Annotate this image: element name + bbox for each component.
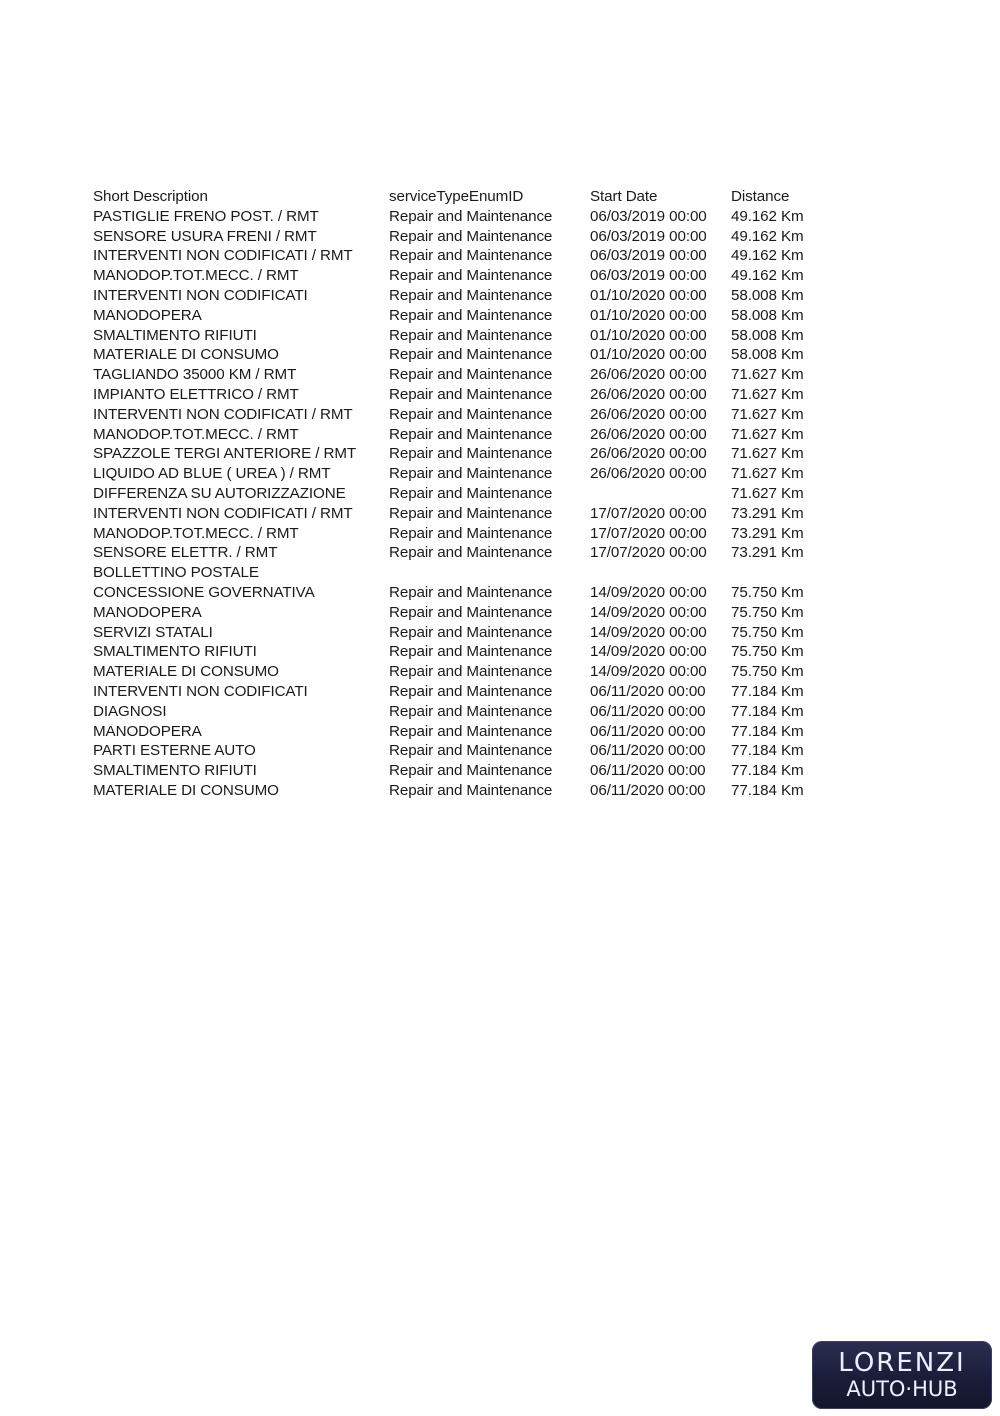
cell-service-type: Repair and Maintenance: [389, 465, 553, 483]
logo-text-auto-hub: AUTO·HUB: [846, 1377, 958, 1401]
cell-short-description: BOLLETTINO POSTALE: [93, 564, 259, 582]
cell-distance: 58.008 Km: [731, 346, 804, 364]
cell-start-date: 26/06/2020 00:00: [590, 425, 707, 443]
cell-service-type: Repair and Maintenance: [389, 227, 553, 245]
table-row: [93, 524, 821, 544]
cell-start-date: 06/11/2020 00:00: [590, 762, 706, 780]
cell-short-description: MATERIALE DI CONSUMO: [93, 781, 279, 799]
cell-start-date: 17/07/2020 00:00: [590, 524, 707, 542]
cell-service-type: Repair and Maintenance: [389, 742, 553, 760]
cell-distance: 71.627 Km: [731, 385, 804, 403]
cell-start-date: 06/11/2020 00:00: [590, 702, 706, 720]
cell-start-date: 26/06/2020 00:00: [590, 405, 707, 423]
cell-short-description: SENSORE USURA FRENI / RMT: [93, 227, 317, 245]
cell-short-description: SMALTIMENTO RIFIUTI: [93, 643, 257, 661]
cell-distance: 71.627 Km: [731, 484, 804, 502]
cell-distance: 75.750 Km: [731, 623, 804, 641]
cell-short-description: MANODOP.TOT.MECC. / RMT: [93, 267, 299, 285]
cell-start-date: 14/09/2020 00:00: [590, 623, 707, 641]
cell-start-date: 06/11/2020 00:00: [590, 682, 706, 700]
cell-service-type: Repair and Maintenance: [389, 346, 553, 364]
cell-distance: 77.184 Km: [731, 781, 804, 799]
cell-distance: 75.750 Km: [731, 583, 804, 601]
table-row: [93, 603, 821, 623]
cell-service-type: [389, 563, 590, 583]
cell-short-description: SMALTIMENTO RIFIUTI: [93, 762, 257, 780]
table-row: [93, 484, 821, 504]
cell-start-date: 14/09/2020 00:00: [590, 583, 707, 601]
cell-service-type: Repair and Maintenance: [389, 405, 553, 423]
cell-service-type: Repair and Maintenance: [389, 207, 553, 225]
cell-distance: 58.008 Km: [731, 286, 804, 304]
cell-service-type: Repair and Maintenance: [389, 326, 553, 344]
cell-short-description: LIQUIDO AD BLUE ( UREA ) / RMT: [93, 465, 331, 483]
cell-distance: [731, 563, 821, 583]
cell-service-type: Repair and Maintenance: [389, 762, 553, 780]
cell-service-type: Repair and Maintenance: [389, 603, 553, 621]
cell-distance: 77.184 Km: [731, 762, 804, 780]
service-history-table: [93, 187, 821, 801]
cell-service-type: Repair and Maintenance: [389, 781, 553, 799]
cell-distance: 77.184 Km: [731, 742, 804, 760]
cell-service-type: Repair and Maintenance: [389, 702, 553, 720]
cell-start-date: 17/07/2020 00:00: [590, 504, 707, 522]
cell-start-date: 06/11/2020 00:00: [590, 722, 706, 740]
table-row: [93, 543, 821, 563]
cell-start-date: 01/10/2020 00:00: [590, 306, 707, 324]
table-row: [93, 326, 821, 346]
table-row: [93, 286, 821, 306]
table-row: [93, 781, 821, 801]
cell-short-description: MANODOP.TOT.MECC. / RMT: [93, 524, 299, 542]
cell-short-description: MANODOPERA: [93, 306, 202, 324]
table-header-row: [93, 187, 821, 207]
cell-start-date: 06/03/2019 00:00: [590, 247, 707, 265]
cell-service-type: Repair and Maintenance: [389, 366, 553, 384]
cell-short-description: DIAGNOSI: [93, 702, 167, 720]
table-row: [93, 761, 821, 781]
cell-distance: 73.291 Km: [731, 504, 804, 522]
cell-distance: 75.750 Km: [731, 643, 804, 661]
cell-start-date: 06/03/2019 00:00: [590, 227, 707, 245]
cell-start-date: 06/11/2020 00:00: [590, 742, 706, 760]
table-row: [93, 504, 821, 524]
cell-start-date: 06/03/2019 00:00: [590, 267, 707, 285]
cell-short-description: DIFFERENZA SU AUTORIZZAZIONE: [93, 484, 346, 502]
cell-service-type: Repair and Maintenance: [389, 385, 553, 403]
cell-service-type: Repair and Maintenance: [389, 484, 553, 502]
cell-short-description: PARTI ESTERNE AUTO: [93, 742, 256, 760]
table-row: [93, 425, 821, 445]
cell-service-type: Repair and Maintenance: [389, 722, 553, 740]
cell-start-date: [590, 563, 731, 583]
table-row: [93, 642, 821, 662]
cell-distance: 71.627 Km: [731, 445, 804, 463]
table-row: [93, 722, 821, 742]
cell-service-type: Repair and Maintenance: [389, 643, 553, 661]
cell-service-type: Repair and Maintenance: [389, 286, 553, 304]
table-row: [93, 464, 821, 484]
header-distance: Distance: [731, 188, 790, 205]
table-row: [93, 583, 821, 603]
cell-start-date: 01/10/2020 00:00: [590, 346, 707, 364]
cell-short-description: MANODOPERA: [93, 603, 202, 621]
header-service-type: serviceTypeEnumID: [389, 188, 524, 205]
cell-distance: 49.162 Km: [731, 207, 804, 225]
cell-short-description: CONCESSIONE GOVERNATIVA: [93, 583, 315, 601]
table-row: [93, 662, 821, 682]
cell-start-date: 26/06/2020 00:00: [590, 366, 707, 384]
cell-start-date: 26/06/2020 00:00: [590, 465, 707, 483]
header-short-description: Short Description: [93, 188, 208, 205]
logo-text-lorenzi: LORENZI: [838, 1348, 966, 1378]
cell-service-type: Repair and Maintenance: [389, 247, 553, 265]
cell-short-description: MANODOPERA: [93, 722, 202, 740]
cell-distance: 75.750 Km: [731, 603, 804, 621]
table-row: [93, 563, 821, 583]
cell-short-description: INTERVENTI NON CODIFICATI / RMT: [93, 247, 353, 265]
table-row: [93, 207, 821, 227]
cell-start-date: 14/09/2020 00:00: [590, 663, 707, 681]
cell-service-type: Repair and Maintenance: [389, 544, 553, 562]
cell-distance: 71.627 Km: [731, 405, 804, 423]
cell-distance: 71.627 Km: [731, 425, 804, 443]
cell-service-type: Repair and Maintenance: [389, 504, 553, 522]
cell-short-description: INTERVENTI NON CODIFICATI / RMT: [93, 504, 353, 522]
cell-short-description: SMALTIMENTO RIFIUTI: [93, 326, 257, 344]
cell-distance: 75.750 Km: [731, 663, 804, 681]
cell-distance: 73.291 Km: [731, 524, 804, 542]
cell-distance: 77.184 Km: [731, 682, 804, 700]
cell-start-date: 14/09/2020 00:00: [590, 643, 707, 661]
header-start-date: Start Date: [590, 188, 658, 205]
cell-short-description: IMPIANTO ELETTRICO / RMT: [93, 385, 299, 403]
table-body: [93, 207, 821, 801]
cell-short-description: SERVIZI STATALI: [93, 623, 213, 641]
cell-short-description: TAGLIANDO 35000 KM / RMT: [93, 366, 297, 384]
cell-service-type: Repair and Maintenance: [389, 682, 553, 700]
cell-short-description: SENSORE ELETTR. / RMT: [93, 544, 278, 562]
cell-short-description: INTERVENTI NON CODIFICATI: [93, 286, 308, 304]
cell-distance: 49.162 Km: [731, 267, 804, 285]
table-row: [93, 385, 821, 405]
cell-start-date: 14/09/2020 00:00: [590, 603, 707, 621]
table-row: [93, 365, 821, 385]
cell-start-date: 06/11/2020 00:00: [590, 781, 706, 799]
cell-distance: 58.008 Km: [731, 306, 804, 324]
cell-service-type: Repair and Maintenance: [389, 267, 553, 285]
cell-short-description: MATERIALE DI CONSUMO: [93, 346, 279, 364]
cell-service-type: Repair and Maintenance: [389, 623, 553, 641]
cell-distance: 73.291 Km: [731, 544, 804, 562]
cell-distance: 49.162 Km: [731, 227, 804, 245]
cell-service-type: Repair and Maintenance: [389, 583, 553, 601]
table-row: [93, 405, 821, 425]
cell-distance: 77.184 Km: [731, 702, 804, 720]
cell-short-description: MANODOP.TOT.MECC. / RMT: [93, 425, 299, 443]
table-row: [93, 623, 821, 643]
cell-service-type: Repair and Maintenance: [389, 524, 553, 542]
table-row: [93, 306, 821, 326]
table-row: [93, 246, 821, 266]
cell-distance: 77.184 Km: [731, 722, 804, 740]
cell-start-date: 26/06/2020 00:00: [590, 445, 707, 463]
table-row: [93, 227, 821, 247]
cell-service-type: Repair and Maintenance: [389, 425, 553, 443]
cell-distance: 71.627 Km: [731, 366, 804, 384]
table-row: [93, 345, 821, 365]
cell-short-description: PASTIGLIE FRENO POST. / RMT: [93, 207, 319, 225]
cell-start-date: [590, 484, 731, 504]
table-row: [93, 444, 821, 464]
cell-service-type: Repair and Maintenance: [389, 306, 553, 324]
table-row: [93, 266, 821, 286]
lorenzi-auto-hub-logo: [812, 1341, 992, 1409]
cell-distance: 71.627 Km: [731, 465, 804, 483]
cell-start-date: 26/06/2020 00:00: [590, 385, 707, 403]
cell-distance: 49.162 Km: [731, 247, 804, 265]
cell-start-date: 01/10/2020 00:00: [590, 326, 707, 344]
cell-service-type: Repair and Maintenance: [389, 663, 553, 681]
table-row: [93, 702, 821, 722]
cell-start-date: 17/07/2020 00:00: [590, 544, 707, 562]
cell-service-type: Repair and Maintenance: [389, 445, 553, 463]
cell-start-date: 01/10/2020 00:00: [590, 286, 707, 304]
cell-short-description: SPAZZOLE TERGI ANTERIORE / RMT: [93, 445, 357, 463]
cell-start-date: 06/03/2019 00:00: [590, 207, 707, 225]
cell-short-description: INTERVENTI NON CODIFICATI / RMT: [93, 405, 353, 423]
cell-short-description: MATERIALE DI CONSUMO: [93, 663, 279, 681]
table-row: [93, 741, 821, 761]
cell-short-description: INTERVENTI NON CODIFICATI: [93, 682, 308, 700]
cell-distance: 58.008 Km: [731, 326, 804, 344]
table-row: [93, 682, 821, 702]
